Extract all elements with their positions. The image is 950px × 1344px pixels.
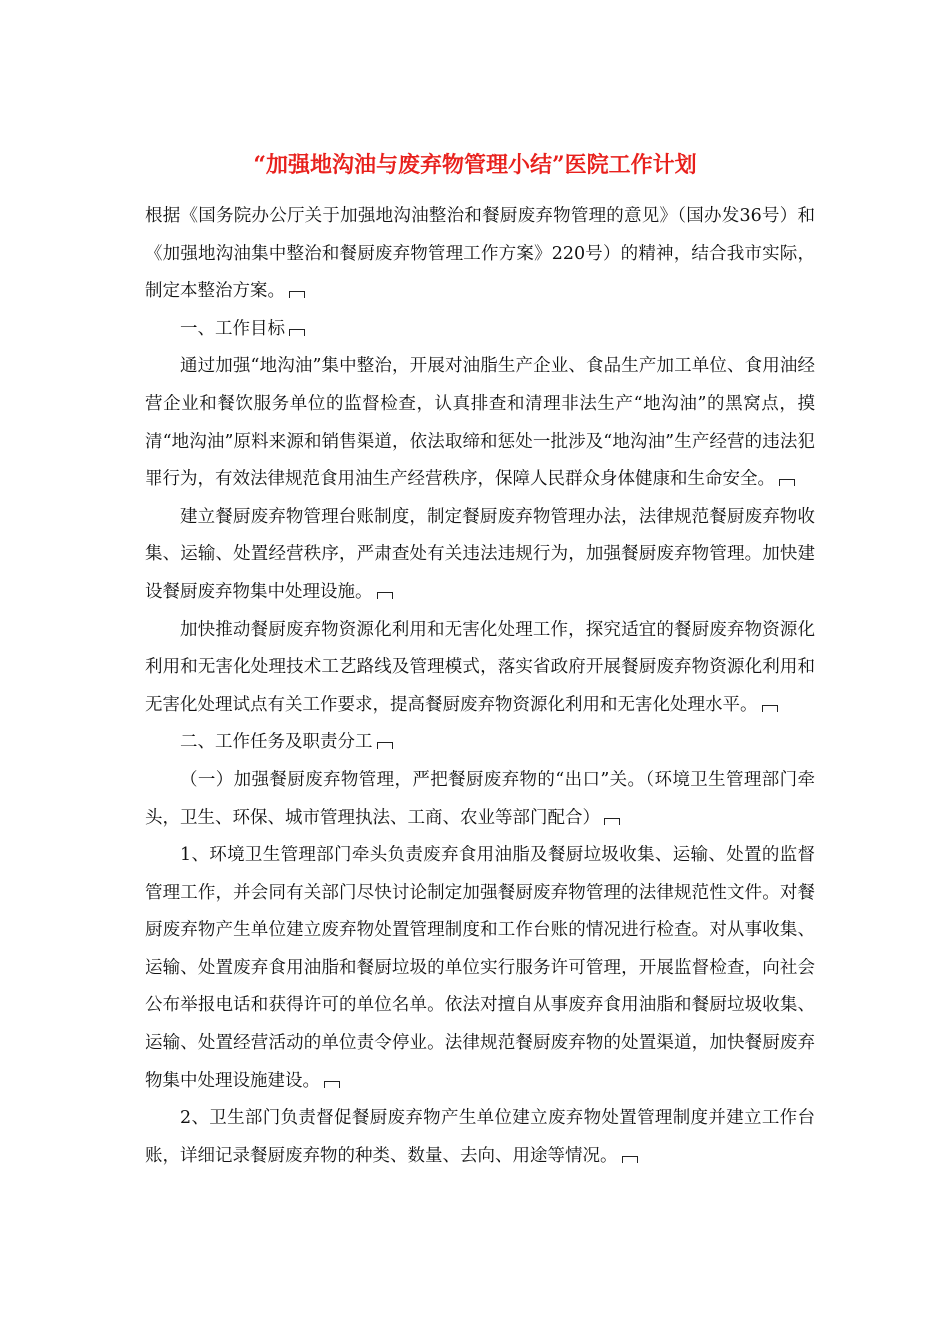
paragraph-mark-icon (762, 705, 778, 712)
paragraph-text: 建立餐厨废弃物管理台账制度，制定餐厨废弃物管理办法，法律规范餐厨废弃物收集、运输、处置经营秩序，严肃查处有关违法违规行为，加强餐厨废弃物管理。加快建设餐厨废弃物集中处理设施。 (145, 506, 815, 602)
paragraph-task-1-1 (145, 837, 815, 1100)
paragraph-text: 一、工作目标 (180, 318, 285, 339)
document-body (145, 198, 815, 1175)
section-heading-tasks (145, 724, 815, 762)
paragraph-mark-icon (622, 1156, 638, 1163)
paragraph-task-1 (145, 762, 815, 837)
paragraph-text: 根据《国务院办公厅关于加强地沟油整治和餐厨废弃物管理的意见》（国办发36号）和《加强地沟油集中整治和餐厨废弃物管理工作方案》220号）的精神，结合我市实际，制定本整治方案。 (145, 206, 815, 302)
paragraph-text: 2、卫生部门负责督促餐厨废弃物产生单位建立废弃物处置管理制度并建立工作台账，详细记录餐厨废弃物的种类、数量、去向、用途等情况。 (145, 1108, 815, 1166)
paragraph-mark-icon (779, 479, 795, 486)
paragraph-mark-icon (324, 1081, 340, 1088)
paragraph-task-1-2 (145, 1100, 815, 1175)
paragraph-text: 通过加强“地沟油”集中整治，开展对油脂生产企业、食品生产加工单位、食用油经营企业和餐饮服务单位的监督检查，认真排查和清理非法生产“地沟油”的黑窝点，摸清“地沟油”原料来源和销售渠道，依法取缔和惩处一批涉及“地沟油”生产经营的违法犯罪行为，有效法律规范食用油生产经营秩序，保障人民群众身体健康和生命安全。 (145, 356, 815, 490)
paragraph-goal-2 (145, 499, 815, 612)
paragraph-goal-3 (145, 612, 815, 725)
paragraph-text: （一）加强餐厨废弃物管理，严把餐厨废弃物的“出口”关。（环境卫生管理部门牵头，卫生、环保、城市管理执法、工商、农业等部门配合） (145, 769, 815, 828)
paragraph-mark-icon (377, 592, 393, 599)
paragraph-mark-icon (289, 291, 305, 298)
paragraph-mark-icon (604, 818, 620, 825)
section-heading-goals (145, 311, 815, 349)
paragraph-mark-icon (377, 742, 393, 749)
paragraph-text: 1、环境卫生管理部门牵头负责废弃食用油脂及餐厨垃圾收集、运输、处置的监督管理工作，并会同有关部门尽快讨论制定加强餐厨废弃物管理的法律规范性文件。对餐厨废弃物产生单位建立废弃物处置管理制度和工作台账的情况进行检查。对从事收集、运输、处置废弃食用油脂和餐厨垃圾的单位实行服务许可管理，开展监督检查，向社会公布举报电话和获得许可的单位名单。依法对擅自从事废弃食用油脂和餐厨垃圾收集、运输、处置经营活动的单位责令停业。法律规范餐厨废弃物的处置渠道，加快餐厨废弃物集中处理设施建设。 (145, 845, 815, 1091)
paragraph-goal-1 (145, 348, 815, 498)
document-title: “加强地沟油与废弃物管理小结”医院工作计划 (253, 152, 697, 178)
paragraph-text: 二、工作任务及职责分工 (180, 732, 373, 753)
paragraph-mark-icon (289, 329, 305, 336)
paragraph-text: 加快推动餐厨废弃物资源化利用和无害化处理工作，探究适宜的餐厨废弃物资源化利用和无害化处理技术工艺路线及管理模式，落实省政府开展餐厨废弃物资源化利用和无害化处理试点有关工作要求，提高餐厨废弃物资源化利用和无害化处理水平。 (145, 619, 815, 715)
paragraph-intro (145, 198, 815, 311)
